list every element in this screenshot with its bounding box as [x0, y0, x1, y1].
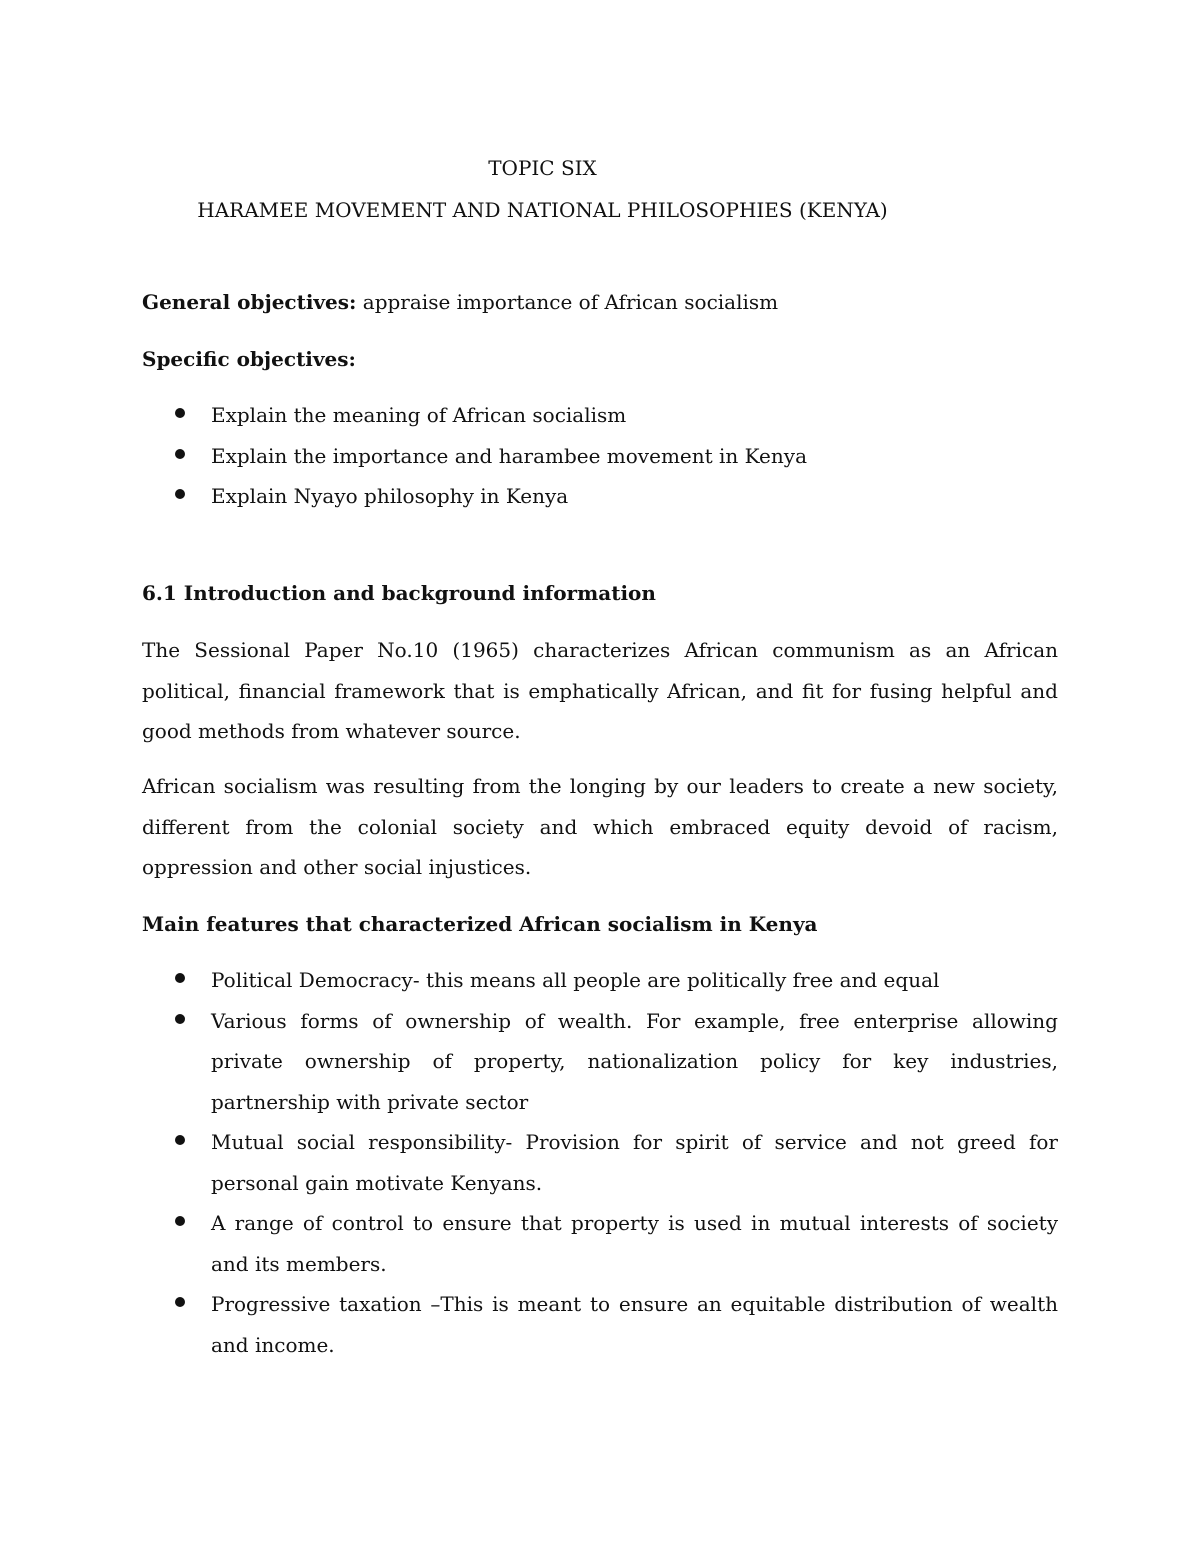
section-heading: 6.1 Introduction and background information	[142, 581, 656, 605]
bullet-icon	[175, 1216, 185, 1226]
bullet-icon	[175, 449, 185, 459]
bullet-icon	[175, 973, 185, 983]
specific-objectives-list	[0, 395, 1200, 517]
features-heading: Main features that characterized African socialism in Kenya	[142, 912, 818, 936]
list-item: Political Democracy- this means all people are politically free and equal	[0, 960, 1200, 1001]
bullet-icon	[175, 1297, 185, 1307]
list-item: Explain the importance and harambee movement in Kenya	[0, 436, 1200, 477]
general-objectives-label: General objectives:	[142, 290, 357, 314]
list-item: Explain the meaning of African socialism	[0, 395, 1200, 436]
list-item: Explain Nyayo philosophy in Kenya	[0, 476, 1200, 517]
paragraph: African socialism was resulting from the longing by our leaders to create a new society, different from the colonial society and which embraced equity devoid of racism, oppression and other social injustices.	[142, 774, 1058, 879]
specific-objectives-label: Specific objectives:	[142, 347, 356, 371]
list-item: A range of control to ensure that property is used in mutual interests of society and its members.	[0, 1203, 1200, 1284]
features-list	[0, 960, 1200, 1365]
topic-number: TOPIC SIX	[488, 156, 597, 180]
paragraph: The Sessional Paper No.10 (1965) characterizes African communism as an African political, financial framework that is emphatically African, and fit for fusing helpful and good methods from whatever source.	[142, 638, 1058, 743]
bullet-icon	[175, 1135, 185, 1145]
document-title: HARAMEE MOVEMENT AND NATIONAL PHILOSOPHIES (KENYA)	[197, 198, 888, 222]
list-item: Mutual social responsibility- Provision for spirit of service and not greed for personal gain motivate Kenyans.	[0, 1122, 1200, 1203]
bullet-icon	[175, 1014, 185, 1024]
list-item: Progressive taxation –This is meant to ensure an equitable distribution of wealth and income.	[0, 1284, 1200, 1365]
bullet-icon	[175, 408, 185, 418]
bullet-icon	[175, 489, 185, 499]
general-objectives-text: appraise importance of African socialism	[356, 290, 779, 314]
list-item: Various forms of ownership of wealth. For example, free enterprise allowing private ownership of property, nationalization policy for key industries, partnership with private sector	[0, 1001, 1200, 1123]
general-objectives	[142, 290, 778, 314]
